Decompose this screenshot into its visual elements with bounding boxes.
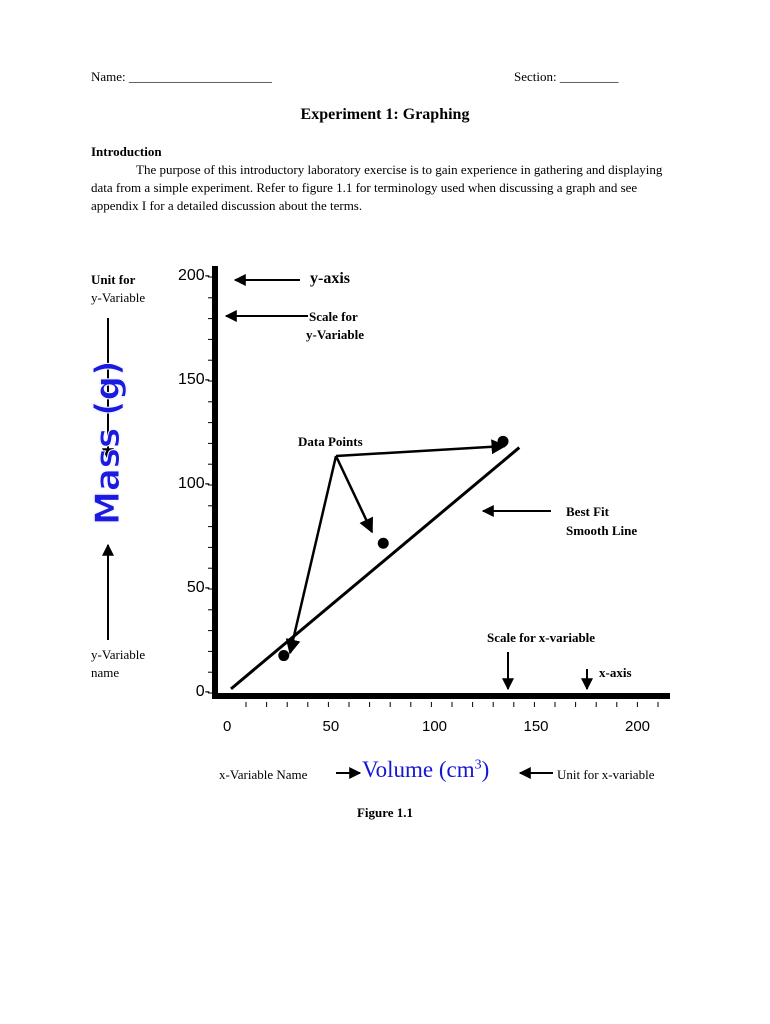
x-tick-label: 200	[625, 718, 651, 735]
y-axis-title-wrap	[63, 360, 153, 525]
data-points	[278, 436, 508, 661]
data-point	[378, 538, 389, 549]
y-variable-label: y-Variable	[91, 290, 146, 305]
x-axis-label: x-axis	[599, 665, 632, 680]
data-point-arrow-2	[336, 456, 372, 532]
x-variable-name-label: x-Variable Name	[219, 767, 308, 782]
figure-caption: Figure 1.1	[356, 805, 414, 820]
best-fit-label-1: Best Fit	[566, 504, 609, 519]
unit-for-x-label: Unit for x-variable	[557, 767, 655, 782]
y-tick-label: 50-	[186, 579, 210, 596]
scale-for-y-label-1: Scale for	[309, 309, 358, 324]
axes	[212, 266, 670, 699]
y-var-name-label-1: y-Variable	[91, 647, 146, 662]
y-tick-label: 150-	[177, 371, 210, 388]
best-fit-line	[231, 448, 519, 689]
x-tick-label: 50	[322, 718, 340, 735]
section-field-label: Section: _________	[514, 69, 619, 84]
x-tick-label: 100	[422, 718, 448, 735]
data-points-label: Data Points	[298, 434, 363, 449]
scale-for-x-label: Scale for x-variable	[487, 630, 596, 645]
intro-heading: Introduction	[91, 144, 162, 159]
data-point-arrow-1	[290, 456, 336, 653]
x-tick-label: 0	[223, 718, 232, 735]
best-fit-line-group	[231, 448, 519, 689]
data-point	[278, 650, 289, 661]
scale-for-y-label-2: y-Variable	[306, 327, 365, 342]
y-var-name-label-2: name	[91, 665, 120, 680]
page-title: Experiment 1: Graphing	[300, 106, 470, 123]
x-axis-title-main: Volume (cm	[362, 757, 475, 782]
x-tick-label: 150	[523, 718, 549, 735]
y-tick-label: 0-	[195, 683, 210, 700]
annotation-arrows	[108, 280, 587, 773]
intro-paragraph: The purpose of this introductory laboratory exercise is to gain experience in gathering and displaying data from a simple experiment. Refer to figure 1.1 for terminology used when discussing a graph and see appendix I for a detailed discussion about the terms.	[91, 162, 663, 213]
name-field-label: Name: ______________________	[91, 69, 272, 84]
unit-for-label: Unit for	[91, 272, 136, 287]
x-axis-title-end: )	[481, 757, 490, 782]
y-tick-label: 200-	[177, 267, 210, 284]
y-axis-title: Mass (g)	[88, 360, 128, 525]
best-fit-label-2: Smooth Line	[566, 523, 638, 538]
x-axis-title	[362, 757, 489, 783]
y-tick-label: 100-	[177, 475, 210, 492]
y-axis-label: y-axis	[310, 270, 350, 287]
x-axis-title-sup: 3	[474, 757, 482, 773]
